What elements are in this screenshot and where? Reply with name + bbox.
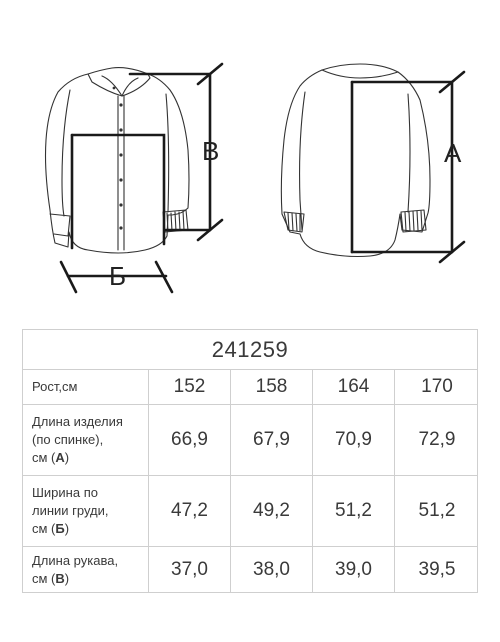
size-table	[22, 329, 478, 593]
table-header-row	[23, 369, 477, 405]
dim-label-b: Б	[109, 261, 127, 291]
value-cell: 39,0	[312, 547, 394, 593]
value-cell: 37,0	[148, 547, 230, 593]
table-row	[23, 405, 477, 476]
row-label: Длина рукава, см (В)	[32, 553, 119, 586]
row-label: Длина изделия (по спинке), см (А)	[32, 414, 123, 465]
value-cell: 51,2	[312, 476, 394, 546]
dim-label-a: А	[444, 138, 462, 168]
value-cell: 39,5	[394, 547, 479, 593]
value-cell: 47,2	[148, 476, 230, 546]
article-number: 241259	[23, 330, 477, 370]
shirt-front-sketch	[46, 68, 190, 253]
size-cell: 152	[148, 369, 230, 404]
dim-label-v: В	[202, 136, 220, 166]
value-cell: 72,9	[394, 405, 479, 475]
shirt-measurement-diagram	[0, 0, 500, 300]
shirt-back-sketch	[281, 64, 430, 257]
table-row	[23, 547, 477, 593]
value-cell: 67,9	[230, 405, 312, 475]
measurement-lines	[61, 64, 464, 292]
value-cell: 66,9	[148, 405, 230, 475]
value-cell: 38,0	[230, 547, 312, 593]
table-row	[23, 476, 477, 547]
value-cell: 51,2	[394, 476, 479, 546]
size-cell: 164	[312, 369, 394, 404]
size-cell: 158	[230, 369, 312, 404]
value-cell: 70,9	[312, 405, 394, 475]
row-label: Ширина по линии груди, см (Б)	[32, 485, 109, 536]
size-cell: 170	[394, 369, 479, 404]
value-cell: 49,2	[230, 476, 312, 546]
header-label: Рост,см	[32, 378, 78, 394]
